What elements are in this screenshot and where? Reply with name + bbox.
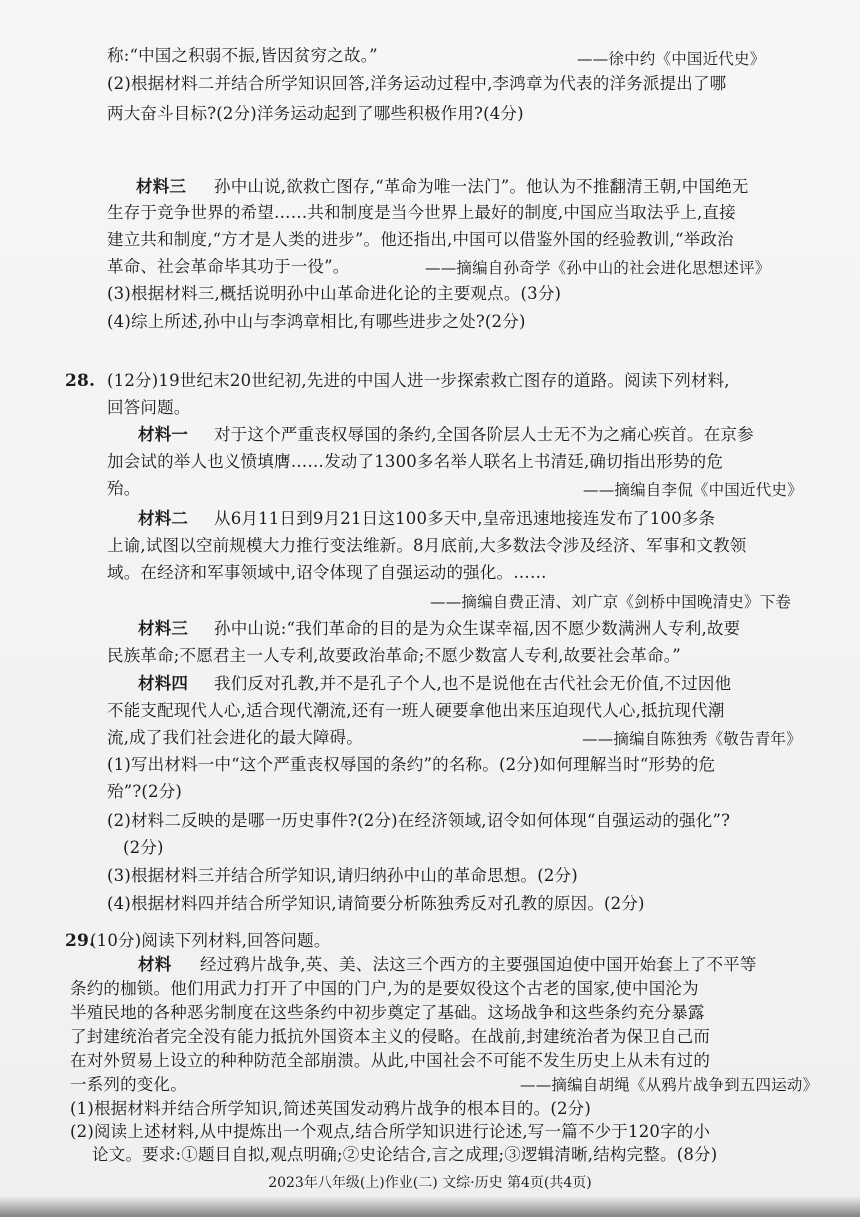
text-line: 称:“中国之积弱不振,皆因贫穷之故。” [107, 46, 378, 65]
source-citation: ——摘编自李侃《中国近代史》 [583, 481, 803, 499]
material-text: 域。在经济和军事领域中,诏令体现了自强运动的强化。…… [107, 563, 547, 582]
material-text: 生存于竞争世界的希望……共和制度是当今世界上最好的制度,中国应当取法乎上,直接 [107, 203, 736, 222]
material-text: 条约的枷锁。他们用武力打开了中国的门户,为的是要奴役这个古老的国家,使中国沦为 [70, 979, 699, 998]
material-text: 不能支配现代人心,适合现代潮流,还有一班人硬要拿他出来压迫现代人心,抵抗现代潮 [107, 701, 725, 720]
question-part: 殆”?(2分) [107, 782, 183, 801]
question-stem: (12分)19世纪末20世纪初,先进的中国人进一步探索救亡图存的道路。阅读下列材料, [107, 371, 730, 390]
question-part: (4)综上所述,孙中山与李鸿章相比,有哪些进步之处?(2分) [107, 312, 526, 331]
source-citation: ——徐中约《中国近代史》 [577, 50, 766, 68]
question-number: 29. [65, 931, 96, 951]
question-part: (2)材料二反映的是哪一历史事件?(2分)在经济领域,诏令如何体现“自强运动的强化”? [107, 811, 731, 830]
source-citation: ——摘编自胡绳《从鸦片战争到五四运动》 [520, 1076, 819, 1094]
question-stem: (10分)阅读下列材料,回答问题。 [90, 931, 331, 950]
material-text: 我们反对孔教,并不是孔子个人,也不是说他在古代社会无价值,不过因他 [214, 674, 732, 693]
page-footer: 2023年八年级(上)作业(二) 文综·历史 第4页(共4页) [268, 1175, 592, 1191]
material-text: 民族革命;不愿君主一人专利,故要政治革命;不愿少数富人专利,故要社会革命。” [107, 646, 681, 665]
question-part: (1)写出材料一中“这个严重丧权辱国的条约”的名称。(2分)如何理解当时“形势的危 [107, 755, 716, 774]
material-text: 流,成了我们社会进化的最大障碍。 [107, 728, 363, 747]
material-text: 一系列的变化。 [70, 1075, 187, 1094]
material-text: 建立共和制度,“方才是人类的进步”。他还指出,中国可以借鉴外国的经验教训,“举政治 [107, 230, 734, 249]
question-part: 论文。要求:①题目自拟,观点明确;②史论结合,言之成理;③逻辑清晰,结构完整。(8分) [92, 1145, 718, 1164]
material-text: 孙中山说:“我们革命的目的是为众生谋幸福,因不愿少数满洲人专利,故要 [214, 619, 741, 638]
question-part: (2)阅读上述材料,从中提炼出一个观点,结合所学知识进行论述,写一篇不少于120字的小 [70, 1122, 711, 1141]
material-text: 殆。 [107, 479, 141, 498]
question-number: 28. [65, 371, 96, 391]
material-label: 材料一 [138, 425, 189, 444]
material-label: 材料三 [136, 177, 187, 196]
material-label: 材料四 [138, 674, 189, 693]
material-text: 半殖民地的各种恶劣制度在这些条约中初步奠定了基础。这场战争和这些条约充分暴露 [70, 1003, 705, 1022]
question-part: 两大奋斗目标?(2分)洋务运动起到了哪些积极作用?(4分) [107, 104, 524, 123]
question-part: (1)根据材料并结合所学知识,简述英国发动鸦片战争的根本目的。(2分) [70, 1099, 591, 1118]
question-part: (3)根据材料三并结合所学知识,请归纳孙中山的革命思想。(2分) [107, 866, 578, 885]
material-text: 了封建统治者完全没有能力抵抗外国资本主义的侵略。在战前,封建统治者为保卫自己而 [70, 1027, 711, 1046]
material-text: 对于这个严重丧权辱国的条约,全国各阶层人士无不为之痛心疾首。在京参 [214, 425, 754, 444]
question-part: (3)根据材料三,概括说明孙中山革命进化论的主要观点。(3分) [107, 284, 562, 303]
material-text: 加会试的举人也义愤填膺……发动了1300多名举人联名上书清廷,确切指出形势的危 [107, 452, 724, 471]
question-part: (4)根据材料四并结合所学知识,请简要分析陈独秀反对孔教的原因。(2分) [107, 894, 645, 913]
source-citation: ——摘编自费正清、刘广京《剑桥中国晚清史》下卷 [430, 593, 792, 611]
material-label: 材料三 [138, 619, 189, 638]
source-citation: ——摘编自陈独秀《敬告青年》 [582, 730, 802, 748]
source-citation: ——摘编自孙奇学《孙中山的社会进化思想述评》 [425, 259, 771, 277]
material-text: 上谕,试图以空前规模大力推行变法维新。8月底前,大多数法令涉及经济、军事和文教领 [107, 536, 747, 555]
material-text: 孙中山说,欲救亡图存,“革命为唯一法门”。他认为不推翻清王朝,中国绝无 [214, 177, 749, 196]
material-text: 在对外贸易上设立的种种防范全部崩溃。从此,中国社会不可能不发生历史上从未有过的 [70, 1051, 711, 1070]
question-part: (2分) [123, 838, 164, 857]
question-stem: 回答问题。 [107, 398, 191, 417]
material-text: 经过鸦片战争,英、美、法这三个西方的主要强国迫使中国开始套上了不平等 [200, 955, 757, 974]
material-label: 材料二 [138, 509, 189, 528]
material-text: 从6月11日到9月21日这100多天中,皇帝迅速地接连发布了100多条 [214, 509, 716, 528]
scan-shadow [0, 1196, 860, 1217]
material-text: 革命、社会革命毕其功于一役”。 [107, 257, 350, 276]
question-part: (2)根据材料二并结合所学知识回答,洋务运动过程中,李鸿章为代表的洋务派提出了哪 [107, 74, 727, 93]
material-label: 材料 [138, 955, 172, 974]
